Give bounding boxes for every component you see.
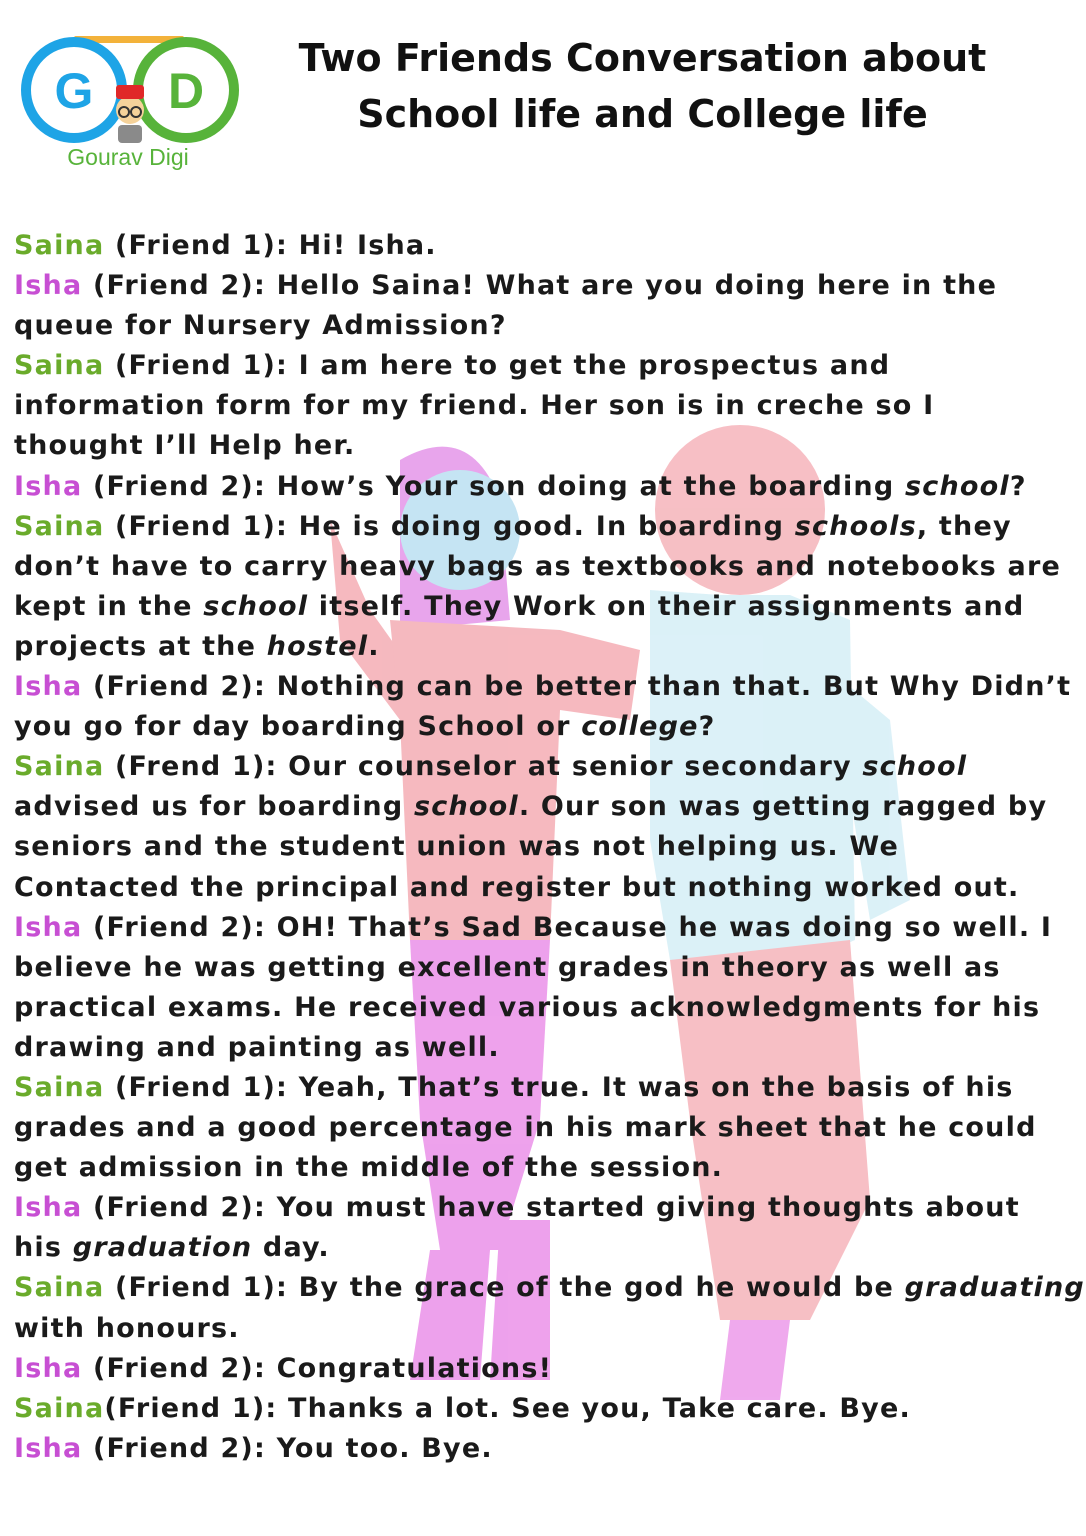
dialogue-text: (Friend 2): You too. Bye. [82,1432,493,1464]
dialogue-text: (Frend 1): Our counselor at senior secondary [104,751,863,783]
speaker-name-saina: Saina [14,510,105,542]
emphasis-text: school [413,791,519,823]
dialogue-line [14,426,1080,466]
dialogue-line [14,467,1080,507]
speaker-name-saina: Saina [14,751,105,783]
speaker-name-saina: Saina [14,1071,105,1103]
speaker-name-saina: Saina [14,1392,105,1424]
dialogue-line [14,707,1080,747]
dialogue-line [14,507,1080,547]
dialogue-text: practical exams. He received various acknowledgments for his [14,991,1041,1023]
dialogue-text: (Friend 1): Yeah, That’s true. It was on the basis of his [104,1071,1014,1103]
dialogue-text: don’t have to carry heavy bags as textbooks and notebooks are [14,550,1061,582]
mascot-icon [116,85,144,143]
logo-graphic [14,30,254,180]
dialogue-line [14,226,1080,266]
dialogue-line [14,948,1080,988]
dialogue-text: with honours. [14,1312,240,1344]
dialogue-line [14,787,1080,827]
dialogue-text: drawing and painting as well. [14,1031,500,1063]
dialogue-text: (Friend 2): How’s Your son doing at the boarding [82,470,905,502]
dialogue-line [14,988,1080,1028]
logo-brand-text: Gourav Digi [67,144,189,170]
dialogue-text: . [368,630,380,662]
speaker-name-isha: Isha [14,470,83,502]
dialogue-text: . Our son was getting ragged by [518,791,1048,823]
dialogue-line [14,266,1080,306]
dialogue-line [14,868,1080,908]
dialogue-text: believe he was getting excellent grades in theory as well as [14,951,1001,983]
dialogue-line [14,547,1080,587]
speaker-name-isha: Isha [14,911,83,943]
logo-letter-d: D [167,63,205,119]
dialogue-line [14,386,1080,426]
title-line-1: Two Friends Conversation about [298,36,987,80]
brand-logo [14,30,254,180]
speaker-name-saina: Saina [14,350,105,382]
dialogue-text: itself. They Work on their assignments and [308,590,1025,622]
speaker-name-isha: Isha [14,270,83,302]
dialogue-text: (Friend 1): I am here to get the prospectus and [104,350,891,382]
emphasis-text: college [581,711,699,743]
speaker-name-isha: Isha [14,1352,83,1384]
dialogue-line [14,627,1080,667]
speaker-name-isha: Isha [14,1432,83,1464]
speaker-name-isha: Isha [14,1192,83,1224]
dialogue-line [14,1268,1085,1308]
dialogue-text: advised us for boarding [14,791,414,823]
dialogue-text: ? [698,711,716,743]
logo-letter-g: G [54,63,94,119]
page-title [290,30,995,142]
dialogue-line [14,346,1080,386]
dialogue-text: kept in the [14,590,204,622]
dialogue-line [14,827,1080,867]
dialogue-text: seniors and the student union was not helping us. We [14,831,899,863]
dialogue-text: queue for Nursery Admission? [14,310,507,342]
dialogue-text: information form for my friend. Her son is in creche so I [14,390,935,422]
speaker-name-saina: Saina [14,230,105,261]
dialogue-line [14,908,1080,948]
dialogue-text: (Friend 2): You must have started giving thoughts about [82,1192,1020,1224]
dialogue-text: his [14,1232,73,1264]
dialogue-line [14,1188,1080,1228]
dialogue-line [14,1108,1080,1148]
dialogue-line [14,306,1080,346]
dialogue-text: (Friend 1): Thanks a lot. See you, Take care. Bye. [104,1392,911,1424]
dialogue-text: grades and a good percentage in his mark sheet that he could [14,1112,1037,1144]
emphasis-text: school [862,751,968,783]
dialogue-text: you go for day boarding School or [14,711,582,743]
dialogue-line [14,1389,1080,1429]
dialogue-line [14,1148,1080,1188]
dialogue-line [14,1068,1080,1108]
dialogue-line [14,1228,1080,1268]
dialogue-text: , they [916,510,1012,542]
dialogue-line [14,1429,1080,1469]
dialogue-text: (Friend 1): He is doing good. In boarding [104,510,795,542]
dialogue-text: Contacted the principal and register but nothing worked out. [14,871,1020,903]
speaker-name-saina: Saina [14,1272,105,1304]
dialogue-text: (Friend 1): By the grace of the god he would be [104,1272,905,1304]
dialogue-line [14,587,1080,627]
dialogue-text: (Friend 1): Hi! Isha. [104,230,437,261]
dialogue-text: ? [1009,470,1027,502]
dialogue-text: projects at the [14,630,267,662]
dialogue-text: day. [252,1232,330,1264]
dialogue-line [14,667,1080,707]
dialogue-text: (Friend 2): OH! That’s Sad Because he was doing so well. I [82,911,1053,943]
dialogue-text: (Friend 2): Nothing can be better than that. But Why Didn’t [82,671,1072,703]
emphasis-text: school [203,590,309,622]
dialogue-line [14,1028,1080,1068]
dialogue-line [14,1309,1080,1349]
dialogue [14,226,1085,1469]
dialogue-text: (Friend 2): Hello Saina! What are you doing here in the [82,270,998,302]
dialogue-line [14,1349,1080,1389]
dialogue-text: thought I’ll Help her. [14,430,356,462]
emphasis-text: hostel [266,630,369,662]
title-line-2: School life and College life [357,92,928,136]
emphasis-text: graduation [72,1232,253,1264]
emphasis-text: schools [794,510,917,542]
emphasis-text: graduating [904,1272,1085,1304]
emphasis-text: school [904,470,1010,502]
dialogue-text: get admission in the middle of the session. [14,1152,724,1184]
dialogue-line [14,747,1080,787]
dialogue-text: (Friend 2): Congratulations! [82,1352,553,1384]
speaker-name-isha: Isha [14,671,83,703]
